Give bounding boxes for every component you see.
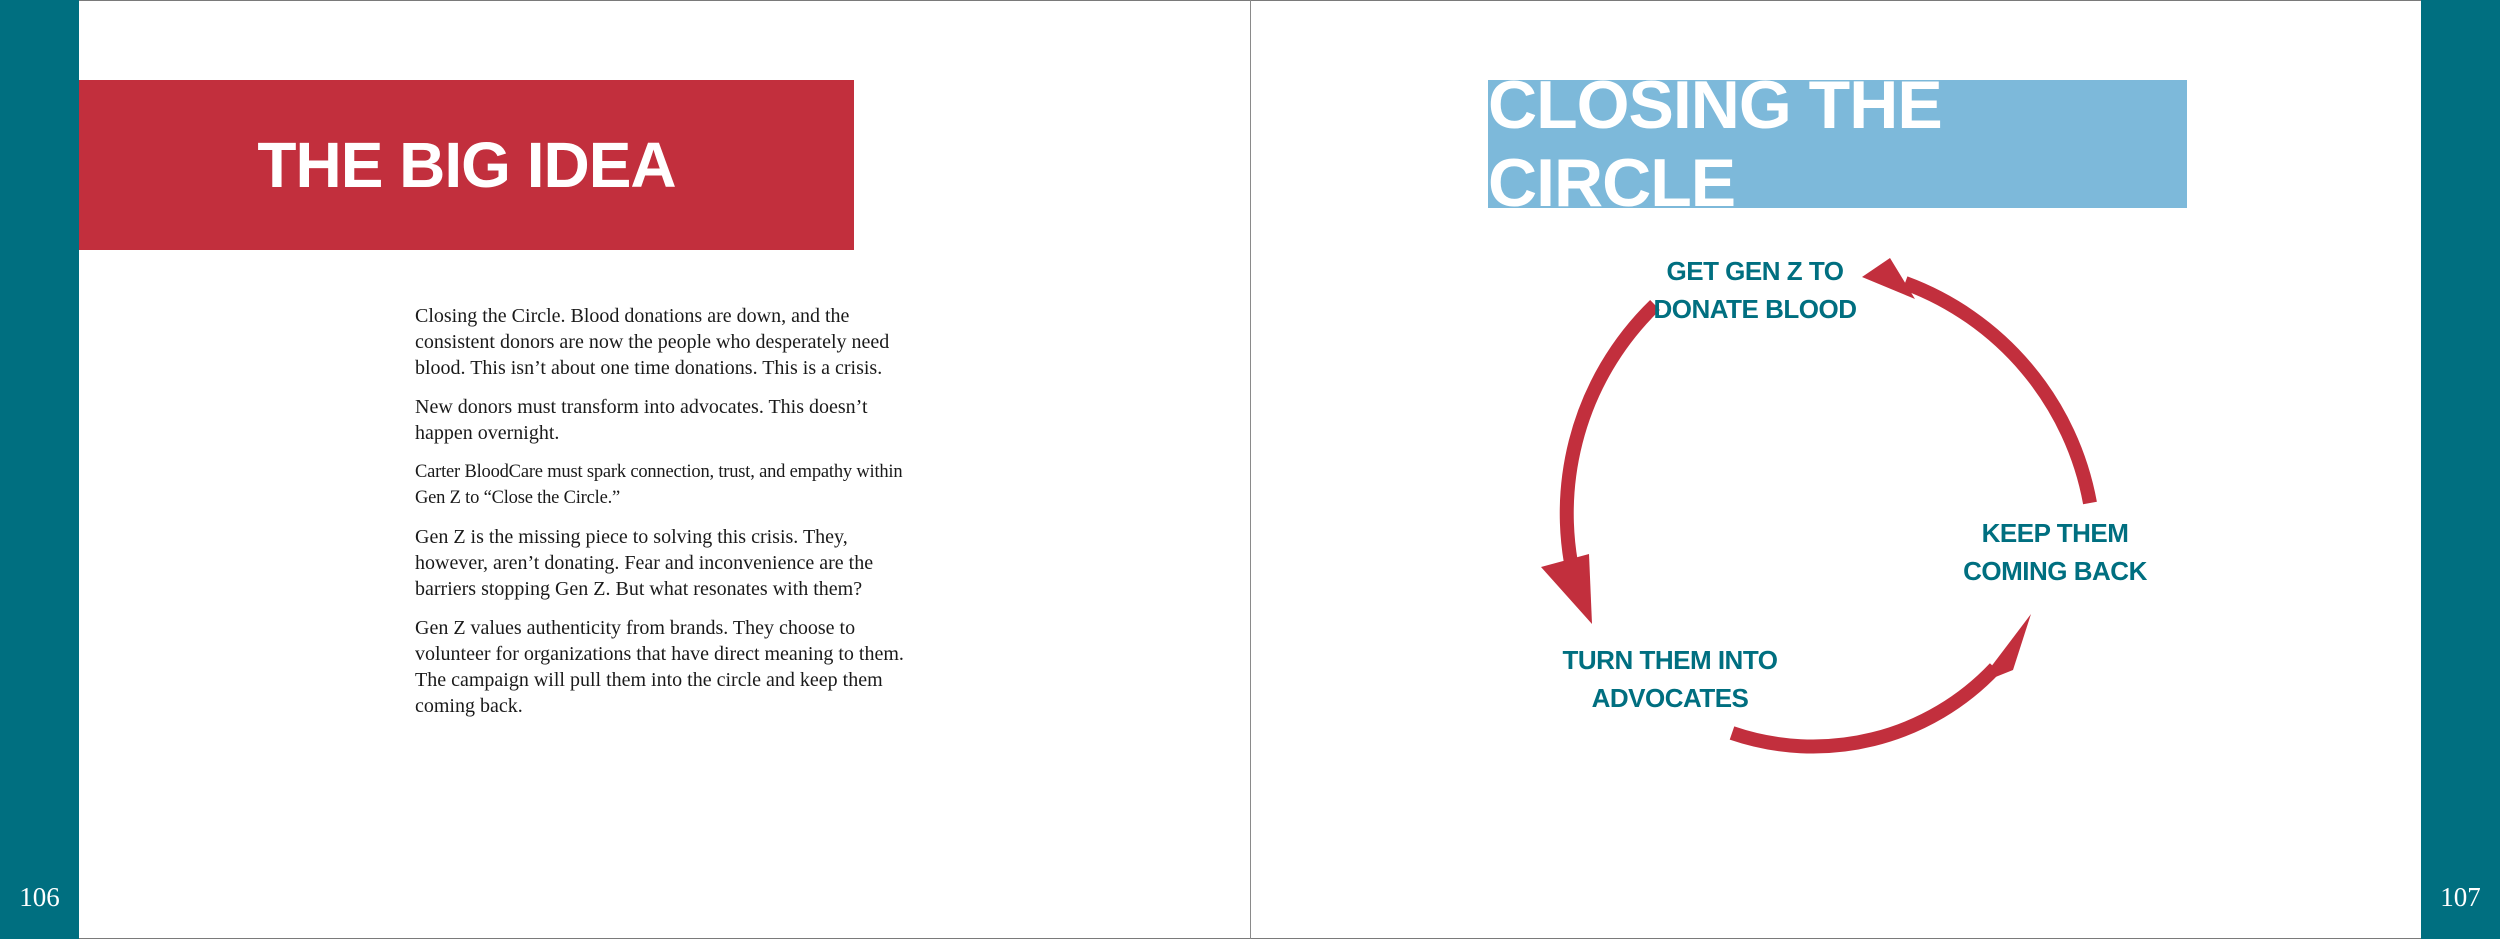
page-number-right: 107	[2440, 882, 2481, 912]
cycle-step-keep-coming-back: KEEP THEM COMING BACK	[1963, 518, 2147, 586]
page-number-left: 106	[19, 882, 60, 912]
paragraph-authenticity: Gen Z values authenticity from brands. They choose to volunteer for organizations that have direct meaning to them. The campaign will pull them into the circle and keep them coming back.	[415, 617, 904, 717]
paragraph-missing-piece: Gen Z is the missing piece to solving this crisis. They, however, aren’t donating. Fear and inconvenience are the barriers stopping Gen Z. But what resonates with them?	[415, 526, 874, 600]
paragraph-new-donors: New donors must transform into advocates. This doesn’t happen overnight.	[415, 396, 868, 444]
cycle-arrow-left	[1567, 305, 1655, 600]
big-idea-title: THE BIG IDEA	[257, 129, 676, 201]
closing-circle-title: CLOSING THE CIRCLE	[1488, 67, 1942, 221]
paragraph-carter-bloodcare: Carter BloodCare must spark connection, trust, and empathy within Gen Z to “Close the Circle.”	[415, 462, 903, 508]
cycle-step-advocates: TURN THEM INTO ADVOCATES	[1562, 645, 1778, 713]
cycle-step-donate: GET GEN Z TO DONATE BLOOD	[1653, 256, 1857, 324]
cycle-arrowhead-left	[1541, 554, 1592, 624]
cycle-arrow-right	[1905, 283, 2090, 503]
paragraph-closing-circle: Closing the Circle. Blood donations are down, and the consistent donors are now the people who desperately need blood. This isn’t about one time donations. This is a crisis.	[415, 305, 890, 379]
